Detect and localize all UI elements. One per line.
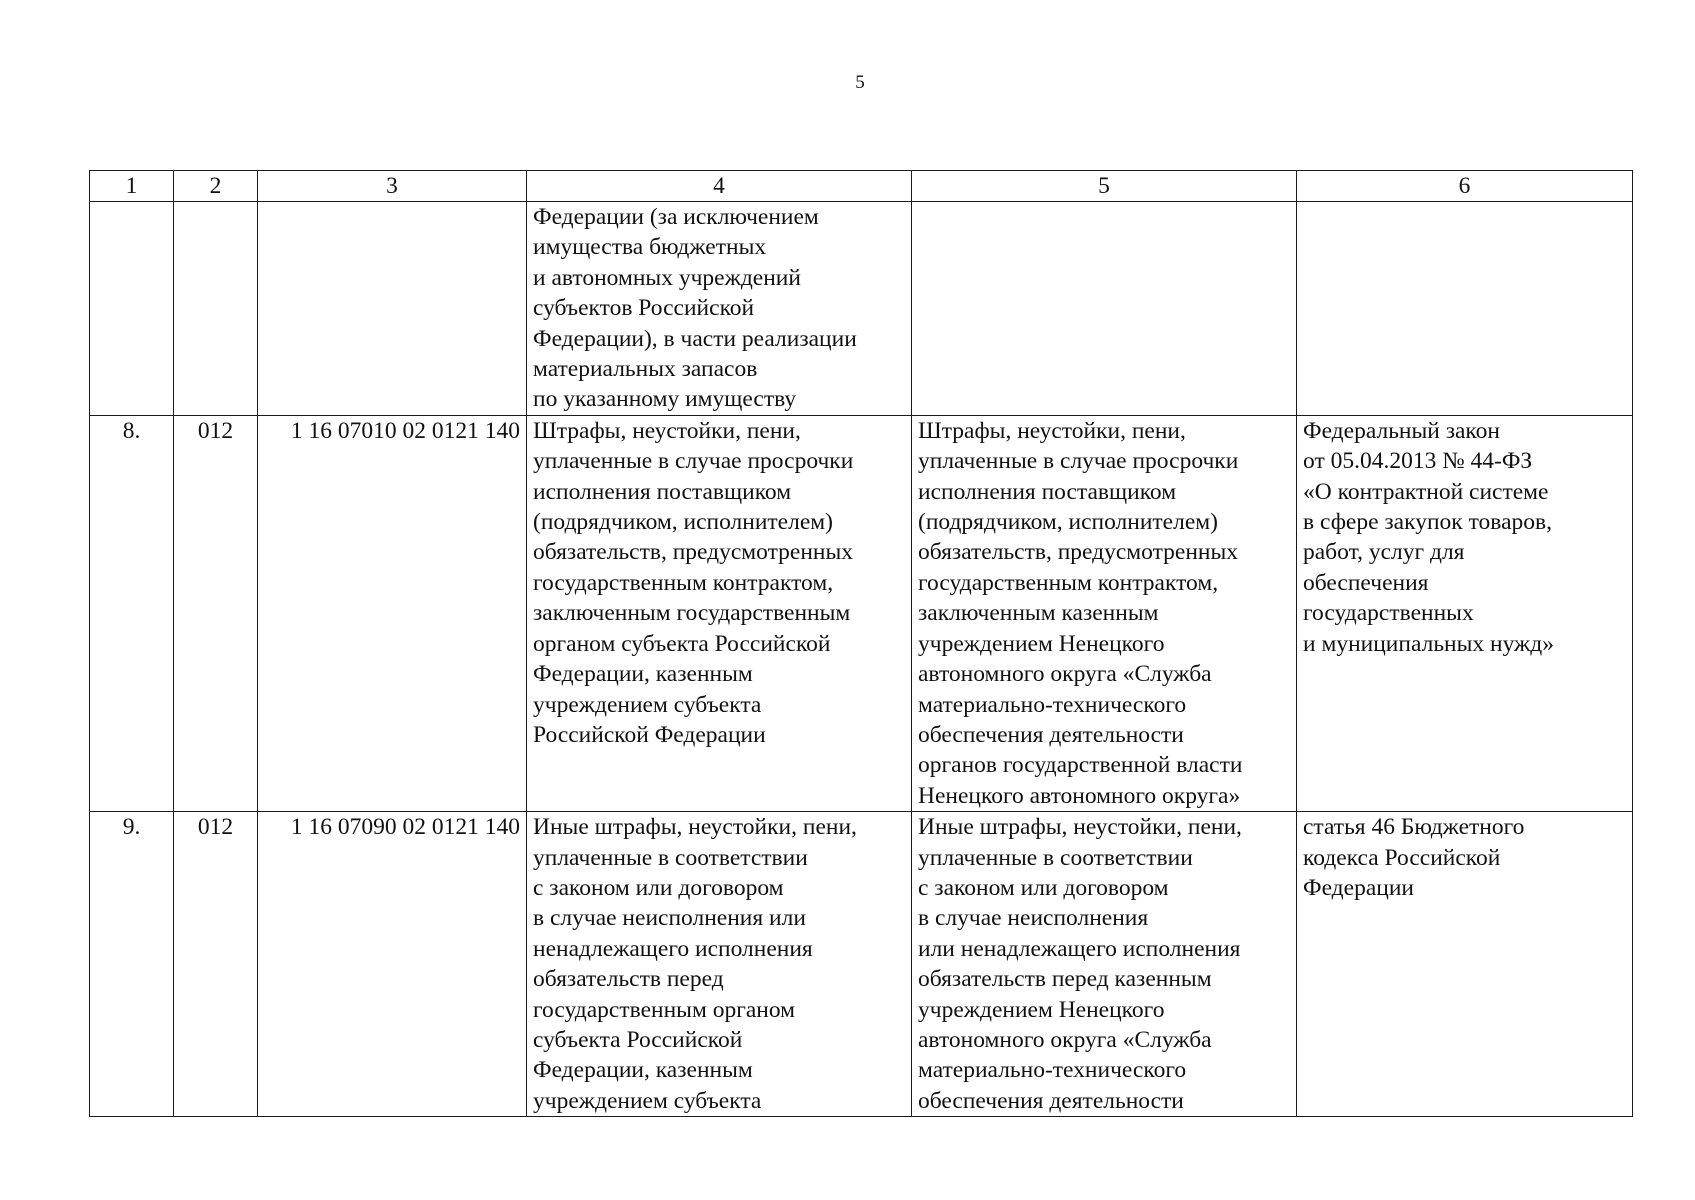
column-header: 2 (174, 171, 258, 202)
text-line: обеспечения деятельности (918, 721, 1184, 748)
column-number-row (90, 171, 1633, 202)
text-line: Иные штрафы, неустойки, пени, (918, 814, 1242, 841)
text-line: учреждением Ненецкого (918, 996, 1165, 1023)
column-header: 6 (1297, 171, 1633, 202)
column-header: 3 (258, 171, 527, 202)
text-line: обеспечения (1303, 569, 1429, 596)
table-row (90, 415, 1633, 811)
income-description-cell (527, 812, 912, 1117)
text-line: в случае неисполнения (918, 905, 1149, 932)
text-line: статья 46 Бюджетного (1303, 814, 1525, 841)
text-line: уплаченные в случае просрочки (918, 448, 1239, 475)
income-detail-cell (912, 415, 1297, 811)
text-line: исполнения поставщиком (533, 478, 792, 505)
text-line: обязательств, предусмотренных (533, 539, 854, 566)
text-line: Федеральный закон (1303, 417, 1500, 444)
document-table (89, 170, 1633, 1117)
text-line: автономного округа «Служба (918, 661, 1212, 688)
text-line: Ненецкого автономного округа» (918, 782, 1241, 809)
text-line: уплаченные в случае просрочки (533, 448, 854, 475)
empty-cell (174, 202, 258, 416)
text-line: Федерации), в части реализации (533, 325, 857, 352)
text-line: Штрафы, неустойки, пени, (918, 417, 1186, 444)
budget-classification-code: 1 16 07010 02 0121 140 (258, 415, 527, 811)
text-line: Федерации, казенным (533, 1057, 753, 1084)
income-description-cell (527, 202, 912, 416)
text-line: исполнения поставщиком (918, 478, 1177, 505)
empty-cell (912, 202, 1297, 416)
text-line: государственным органом (533, 996, 796, 1023)
text-line: обязательств перед казенным (918, 966, 1212, 993)
row-number: 9. (90, 812, 174, 1117)
text-line: и автономных учреждений (533, 264, 801, 291)
text-line: работ, услуг для (1303, 539, 1465, 566)
income-detail-cell (912, 812, 1297, 1117)
text-line: Иные штрафы, неустойки, пени, (533, 814, 857, 841)
text-line: учреждением Ненецкого (918, 630, 1165, 657)
row-number: 8. (90, 415, 174, 811)
text-line: уплаченные в соответствии (918, 844, 1193, 871)
text-line: государственным контрактом, (918, 569, 1219, 596)
empty-cell (1297, 202, 1633, 416)
budget-classification-code: 1 16 07090 02 0121 140 (258, 812, 527, 1117)
text-line: или ненадлежащего исполнения (918, 935, 1241, 962)
legal-basis-cell (1297, 415, 1633, 811)
text-line: автономного округа «Служба (918, 1026, 1212, 1053)
text-line: ненадлежащего исполнения (533, 935, 813, 962)
text-line: от 05.04.2013 № 44-ФЗ (1303, 448, 1533, 475)
text-line: Федерации (за исключением (533, 204, 819, 230)
table-row (90, 812, 1633, 1117)
text-line: Федерации, казенным (533, 661, 753, 688)
admin-code: 012 (174, 812, 258, 1117)
income-description-cell (527, 415, 912, 811)
text-line: «О контрактной системе (1303, 478, 1549, 505)
text-line: материальных запасов (533, 356, 758, 383)
text-line: материально-технического (918, 691, 1187, 718)
legal-basis-cell (1297, 812, 1633, 1117)
text-line: субъектов Российской (533, 295, 755, 322)
text-line: в сфере закупок товаров, (1303, 509, 1552, 536)
text-line: обязательств, предусмотренных (918, 539, 1239, 566)
column-header: 5 (912, 171, 1297, 202)
empty-cell (90, 202, 174, 416)
text-line: органом субъекта Российской (533, 630, 831, 657)
empty-cell (258, 202, 527, 416)
text-line: обязательств перед (533, 966, 724, 993)
text-line: кодекса Российской (1303, 844, 1501, 871)
text-line: государственных (1303, 600, 1474, 627)
table-row-continuation (90, 202, 1633, 416)
text-line: (подрядчиком, исполнителем) (533, 509, 833, 536)
text-line: по указанному имуществу (533, 386, 797, 413)
text-line: учреждением субъекта (533, 1087, 762, 1114)
text-line: обеспечения деятельности (918, 1087, 1184, 1114)
text-line: с законом или договором (533, 874, 784, 901)
column-header: 1 (90, 171, 174, 202)
text-line: Российской Федерации (533, 721, 766, 748)
text-line: имущества бюджетных (533, 234, 767, 261)
column-header: 4 (527, 171, 912, 202)
text-line: субъекта Российской (533, 1026, 743, 1053)
text-line: уплаченные в соответствии (533, 844, 808, 871)
text-line: (подрядчиком, исполнителем) (918, 509, 1218, 536)
text-line: Федерации (1303, 874, 1414, 901)
text-line: органов государственной власти (918, 752, 1243, 779)
text-line: материально-технического (918, 1057, 1187, 1084)
admin-code: 012 (174, 415, 258, 811)
text-line: с законом или договором (918, 874, 1169, 901)
page-number: 5 (855, 72, 865, 93)
text-line: государственным контрактом, (533, 569, 834, 596)
text-line: и муниципальных нужд» (1303, 630, 1554, 657)
text-line: заключенным государственным (533, 600, 851, 627)
text-line: Штрафы, неустойки, пени, (533, 417, 801, 444)
text-line: в случае неисполнения или (533, 905, 806, 932)
text-line: учреждением субъекта (533, 691, 762, 718)
text-line: заключенным казенным (918, 600, 1159, 627)
